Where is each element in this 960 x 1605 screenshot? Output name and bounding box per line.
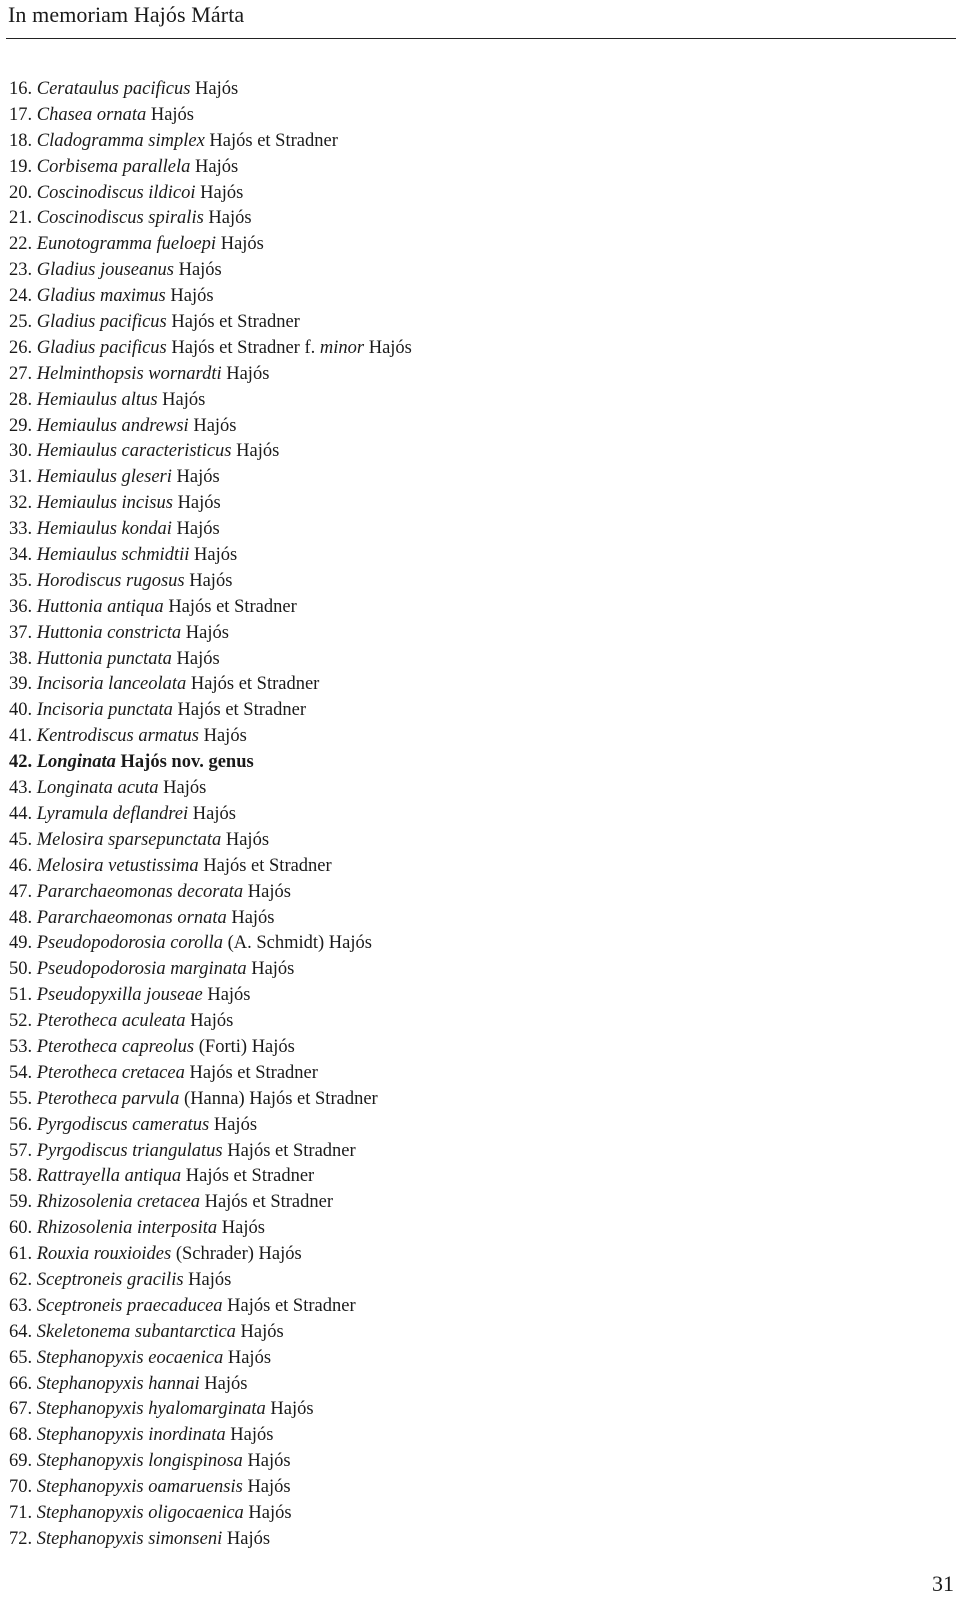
list-item [9,1320,412,1346]
list-item [9,465,412,491]
entry-number: 25. [9,312,33,333]
header-title: In memoriam Hajós Márta [8,2,245,27]
entry-number: 61. [9,1244,33,1265]
list-item [9,776,412,802]
species-author: Hajós [162,389,206,410]
list-item [9,1449,412,1475]
entry-number: 65. [9,1347,33,1368]
species-author: Hajós et Stradner [189,1062,318,1083]
species-author: (Hanna) Hajós et Stradner [184,1088,378,1109]
species-name: Stephanopyxis eocaenica [36,1347,224,1368]
species-name: Stephanopyxis hyalomarginata [36,1399,266,1420]
entry-number: 48. [9,907,33,928]
species-author: Hajós [247,881,291,902]
list-item [9,491,412,517]
entry-number: 57. [9,1140,33,1161]
list-item [9,1397,412,1423]
entry-number: 34. [9,545,33,566]
species-author: Hajós [231,907,275,928]
species-name: Pseudopodorosia corolla [36,933,223,954]
species-name: Stephanopyxis inordinata [36,1425,226,1446]
species-name: Eunotogramma fueloepi [36,234,217,255]
species-author: Hajós [192,803,236,824]
species-author: Hajós [230,1425,274,1446]
species-name: Cladogramma simplex [36,130,205,151]
species-name: Hemiaulus andrewsi [36,415,189,436]
species-author: Hajós et Stradner [227,1295,356,1316]
list-item [9,439,412,465]
entry-number: 43. [9,778,33,799]
list-item [9,931,412,957]
entry-number: 44. [9,803,33,824]
entry-number: 49. [9,933,33,954]
species-name: Corbisema parallela [36,156,191,177]
species-author: (Schrader) Hajós [175,1244,302,1265]
entry-number: 37. [9,622,33,643]
list-item [9,284,412,310]
species-author: Hajós [176,648,220,669]
species-name: Pterotheca cretacea [36,1062,185,1083]
species-author: Hajós [176,519,220,540]
species-name: Incisoria punctata [36,700,173,721]
list-item [9,595,412,621]
entry-number: 19. [9,156,33,177]
species-author: Hajós [188,1269,232,1290]
entry-number: 21. [9,208,33,229]
species-name: Pterotheca aculeata [36,1011,186,1032]
entry-number: 54. [9,1062,33,1083]
species-author: Hajós [247,1477,291,1498]
species-name: Kentrodiscus armatus [36,726,199,747]
species-author: Hajós [176,467,220,488]
species-name: Huttonia antiqua [36,596,164,617]
species-author: Hajós [247,1451,291,1472]
species-author: Hajós [190,1011,234,1032]
species-name: Coscinodiscus ildicoi [36,182,196,203]
entry-number: 52. [9,1011,33,1032]
species-author: Hajós [177,493,221,514]
list-item [9,828,412,854]
species-author: Hajós [200,182,244,203]
species-author: Hajós [225,829,270,850]
entry-number: 51. [9,985,33,1006]
list-item [9,906,412,932]
species-name: Stephanopyxis simonseni [36,1528,223,1549]
list-item [9,103,412,129]
entry-number: 24. [9,286,33,307]
species-author: Hajós et Stradner [185,1166,315,1187]
species-name: Horodiscus rugosus [36,570,185,591]
species-name: Pseudopodorosia marginata [36,959,247,980]
species-author: Hajós et Stradner f. [171,337,316,358]
list-item [9,724,412,750]
species-author: Hajós [208,208,252,229]
page-header [6,0,956,39]
species-name: Rouxia rouxioides [36,1244,172,1265]
entry-number: 68. [9,1425,33,1446]
list-item [9,1087,412,1113]
species-author: Hajós [203,726,247,747]
entry-number: 17. [9,104,33,125]
list-item [9,750,412,776]
list-item [9,206,412,232]
species-author: Hajós [204,1373,248,1394]
entry-number: 47. [9,881,33,902]
entry-number: 30. [9,441,33,462]
species-author: Hajós [226,363,270,384]
species-author: Hajós [178,260,222,281]
species-author: Hajós [220,234,264,255]
species-name: Helminthopsis wornardti [36,363,222,384]
entry-number: 46. [9,855,33,876]
entry-number: 33. [9,519,33,540]
species-name: Rattrayella antiqua [36,1166,182,1187]
entry-number: 40. [9,700,33,721]
list-item [9,802,412,828]
entry-number: 59. [9,1192,33,1213]
list-item [9,517,412,543]
species-name: Pararchaeomonas decorata [36,881,244,902]
species-name: Pterotheca capreolus [36,1036,195,1057]
entry-number: 45. [9,829,33,850]
list-item [9,310,412,336]
list-item [9,1113,412,1139]
entry-number: 20. [9,182,33,203]
species-name: Incisoria lanceolata [36,674,187,695]
species-author: Hajós [185,622,229,643]
species-name: Stephanopyxis oligocaenica [36,1502,244,1523]
list-item [9,1009,412,1035]
entry-number: 70. [9,1477,33,1498]
entry-number: 50. [9,959,33,980]
species-author: Hajós [226,1528,271,1549]
species-name: Gladius maximus [36,286,166,307]
list-item [9,569,412,595]
species-name: Longinata acuta [36,778,159,799]
species-author: Hajós [227,1347,272,1368]
list-item [9,1501,412,1527]
entry-number: 56. [9,1114,33,1135]
species-name: Longinata [36,752,116,773]
entry-number: 58. [9,1166,33,1187]
list-item [9,880,412,906]
species-author: Hajós [240,1321,284,1342]
entry-number: 32. [9,493,33,514]
species-author: Hajós et Stradner [171,312,300,333]
list-item [9,854,412,880]
list-item [9,388,412,414]
species-name: Hemiaulus gleseri [36,467,172,488]
entry-number: 18. [9,130,33,151]
species-author: Hajós [270,1399,314,1420]
species-name: Hemiaulus incisus [36,493,173,514]
species-name: Pterotheca parvula [36,1088,180,1109]
species-name: Hemiaulus kondai [36,519,172,540]
list-item [9,1061,412,1087]
species-name: Cerataulus pacificus [36,79,191,99]
entry-number: 16. [9,79,33,99]
species-author: Hajós [193,415,237,436]
list-item [9,1268,412,1294]
entry-number: 69. [9,1451,33,1472]
entry-number: 67. [9,1399,33,1420]
list-item [9,1190,412,1216]
list-item [9,77,412,103]
list-item [9,647,412,673]
entry-number: 26. [9,337,33,358]
list-item [9,698,412,724]
list-item [9,1216,412,1242]
list-item [9,543,412,569]
entry-number: 55. [9,1088,33,1109]
species-name: Lyramula deflandrei [36,803,189,824]
species-author: Hajós [248,1502,292,1523]
list-item [9,1527,412,1553]
species-author: Hajós et Stradner [204,1192,334,1213]
list-item [9,232,412,258]
species-name: Skeletonema subantarctica [36,1321,236,1342]
species-name: Gladius pacificus [36,337,167,358]
entry-number: 31. [9,467,33,488]
list-item [9,129,412,155]
species-author: Hajós [251,959,295,980]
species-name: Sceptroneis praecaducea [36,1295,223,1316]
list-item [9,181,412,207]
species-author: Hajós [236,441,280,462]
species-author: Hajós [195,156,239,177]
list-item [9,1035,412,1061]
entry-number: 23. [9,260,33,281]
species-name: Huttonia punctata [36,648,172,669]
species-name: Chasea ornata [36,104,147,125]
species-author: Hajós et Stradner [203,855,332,876]
entry-number: 22. [9,234,33,255]
list-item [9,414,412,440]
entry-number: 38. [9,648,33,669]
forma-name: minor [319,337,365,358]
species-author: (A. Schmidt) Hajós [227,933,372,954]
entry-number: 53. [9,1036,33,1057]
list-item [9,1475,412,1501]
entry-number: 41. [9,726,33,747]
list-item [9,1139,412,1165]
species-author: Hajós et Stradner [177,700,306,721]
entry-number: 36. [9,596,33,617]
species-name: Stephanopyxis oamaruensis [36,1477,243,1498]
species-name: Hemiaulus schmidtii [36,545,190,566]
entry-number: 27. [9,363,33,384]
list-item [9,258,412,284]
species-author: Hajós [163,778,207,799]
species-name: Melosira sparsepunctata [36,829,222,850]
species-name: Pseudopyxilla jouseae [36,985,203,1006]
entry-number: 28. [9,389,33,410]
species-author: Hajós et Stradner [209,130,338,151]
entry-number: 62. [9,1269,33,1290]
list-item [9,1294,412,1320]
species-name: Rhizosolenia cretacea [36,1192,200,1213]
entry-number: 60. [9,1218,33,1239]
species-name: Rhizosolenia interposita [36,1218,218,1239]
list-item [9,1242,412,1268]
entry-number: 63. [9,1295,33,1316]
species-name: Hemiaulus altus [36,389,158,410]
species-name: Pararchaeomonas ornata [36,907,227,928]
list-item [9,1372,412,1398]
species-author: Hajós [221,1218,265,1239]
species-name: Sceptroneis gracilis [36,1269,184,1290]
species-author: Hajós nov. genus [120,752,254,773]
species-name: Stephanopyxis longispinosa [36,1451,243,1472]
list-item [9,336,412,362]
entry-number: 29. [9,415,33,436]
species-name: Coscinodiscus spiralis [36,208,204,229]
species-author: Hajós [194,545,238,566]
list-item [9,155,412,181]
species-author: Hajós [189,570,233,591]
list-item [9,1164,412,1190]
species-author: Hajós [207,985,251,1006]
species-author: (Forti) Hajós [198,1036,295,1057]
species-list [9,77,412,1553]
species-author: Hajós et Stradner [190,674,320,695]
entry-number: 66. [9,1373,33,1394]
species-name: Pyrgodiscus triangulatus [36,1140,223,1161]
entry-number: 64. [9,1321,33,1342]
species-author: Hajós et Stradner [168,596,297,617]
page-number: 31 [932,1571,954,1596]
species-author: Hajós [195,79,239,99]
entry-number: 39. [9,674,33,695]
species-author: Hajós [150,104,195,125]
forma-author: Hajós [368,337,412,358]
entry-number: 71. [9,1502,33,1523]
list-item [9,957,412,983]
list-item [9,983,412,1009]
species-name: Melosira vetustissima [36,855,199,876]
list-item [9,1423,412,1449]
species-name: Huttonia constricta [36,622,182,643]
list-item [9,621,412,647]
entry-number: 42. [9,752,33,773]
entry-number: 72. [9,1528,33,1549]
species-name: Stephanopyxis hannai [36,1373,200,1394]
species-author: Hajós [213,1114,258,1135]
species-name: Gladius pacificus [36,312,167,333]
species-name: Pyrgodiscus cameratus [36,1114,210,1135]
species-author: Hajós [170,286,214,307]
species-name: Gladius jouseanus [36,260,174,281]
list-item [9,362,412,388]
entry-number: 35. [9,570,33,591]
species-author: Hajós et Stradner [227,1140,356,1161]
list-item [9,672,412,698]
species-name: Hemiaulus caracteristicus [36,441,232,462]
list-item [9,1346,412,1372]
